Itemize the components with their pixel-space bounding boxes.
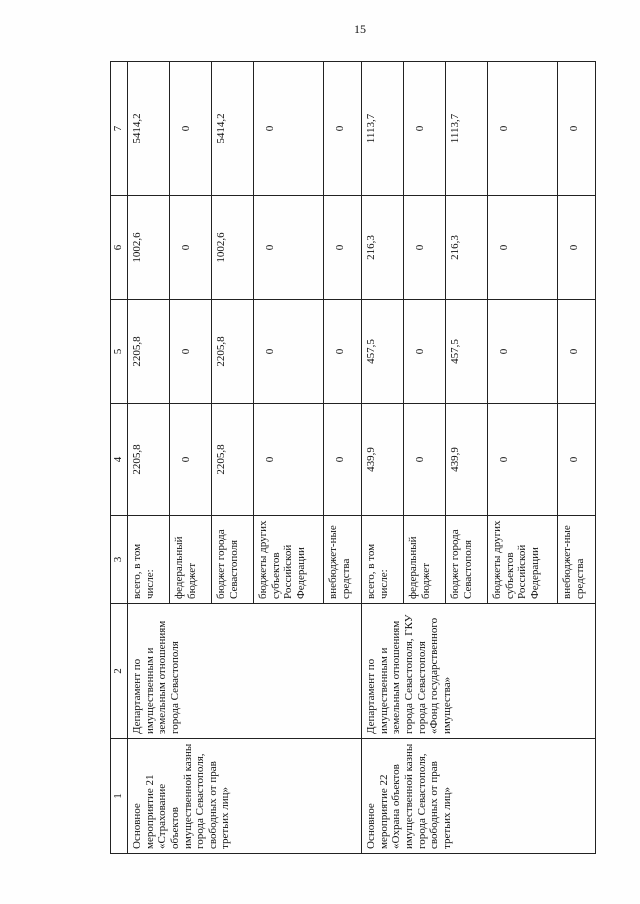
funding-source: бюджеты других субъектов Российской Федерации bbox=[254, 516, 324, 604]
table-row bbox=[128, 62, 170, 854]
funding-table bbox=[110, 61, 596, 854]
value-cell: 0 bbox=[324, 404, 362, 516]
value-cell: 0 bbox=[254, 62, 324, 196]
value-cell: 0 bbox=[324, 62, 362, 196]
value-cell: 0 bbox=[170, 404, 212, 516]
value-cell: 0 bbox=[254, 300, 324, 404]
value-cell: 2205,8 bbox=[212, 404, 254, 516]
value-cell: 0 bbox=[558, 196, 596, 300]
table-region bbox=[110, 62, 586, 854]
funding-source: всего, в том числе: bbox=[128, 516, 170, 604]
value-cell: 0 bbox=[170, 196, 212, 300]
funding-source: внебюджет-ные средства bbox=[558, 516, 596, 604]
page-number: 15 bbox=[354, 22, 366, 36]
header-cell-2: 2 bbox=[111, 604, 128, 739]
header-cell-6: 6 bbox=[111, 196, 128, 300]
header-cell-3: 3 bbox=[111, 516, 128, 604]
header-row bbox=[111, 62, 128, 854]
funding-source: бюджет города Севастополя bbox=[446, 516, 488, 604]
value-cell: 0 bbox=[324, 300, 362, 404]
activity-executor: Департамент по имущественным и земельным отношениям города Севастополя bbox=[128, 604, 362, 739]
value-cell: 0 bbox=[170, 300, 212, 404]
funding-source: бюджет города Севастополя bbox=[212, 516, 254, 604]
funding-source: всего, в том числе: bbox=[362, 516, 404, 604]
value-cell: 0 bbox=[170, 62, 212, 196]
value-cell: 0 bbox=[254, 196, 324, 300]
value-cell: 216,3 bbox=[362, 196, 404, 300]
value-cell: 1002,6 bbox=[212, 196, 254, 300]
value-cell: 439,9 bbox=[446, 404, 488, 516]
value-cell: 1113,7 bbox=[362, 62, 404, 196]
header-cell-1: 1 bbox=[111, 739, 128, 854]
value-cell: 0 bbox=[488, 404, 558, 516]
funding-source: бюджеты других субъектов Российской Федерации bbox=[488, 516, 558, 604]
rotated-table-container bbox=[110, 62, 586, 854]
funding-source: федеральный бюджет bbox=[404, 516, 446, 604]
value-cell: 5414,2 bbox=[212, 62, 254, 196]
value-cell: 0 bbox=[404, 62, 446, 196]
funding-source: федеральный бюджет bbox=[170, 516, 212, 604]
value-cell: 0 bbox=[488, 62, 558, 196]
value-cell: 0 bbox=[488, 196, 558, 300]
activity-executor: Департамент по имущественным и земельным отношениям города Севастополя, ГКУ города Севастополя «Фонд государственного имущества» bbox=[362, 604, 596, 739]
header-cell-4: 4 bbox=[111, 404, 128, 516]
activity-name: Основное мероприятие 21 «Страхование объектов имущественной казны города Севастополя, свободных от прав третьих лиц» bbox=[128, 739, 362, 854]
value-cell: 0 bbox=[404, 300, 446, 404]
value-cell: 457,5 bbox=[446, 300, 488, 404]
activity-name: Основное мероприятие 22 «Охрана объектов имущественной казны города Севастополя, свободных от прав третьих лиц» bbox=[362, 739, 596, 854]
value-cell: 439,9 bbox=[362, 404, 404, 516]
value-cell: 2205,8 bbox=[128, 300, 170, 404]
value-cell: 0 bbox=[324, 196, 362, 300]
value-cell: 0 bbox=[558, 62, 596, 196]
value-cell: 1002,6 bbox=[128, 196, 170, 300]
value-cell: 457,5 bbox=[362, 300, 404, 404]
value-cell: 2205,8 bbox=[212, 300, 254, 404]
value-cell: 2205,8 bbox=[128, 404, 170, 516]
value-cell: 5414,2 bbox=[128, 62, 170, 196]
value-cell: 0 bbox=[488, 300, 558, 404]
value-cell: 0 bbox=[558, 404, 596, 516]
header-cell-7: 7 bbox=[111, 62, 128, 196]
value-cell: 0 bbox=[254, 404, 324, 516]
value-cell: 0 bbox=[404, 404, 446, 516]
table-row bbox=[362, 62, 404, 854]
header-cell-5: 5 bbox=[111, 300, 128, 404]
funding-source: внебюджет-ные средства bbox=[324, 516, 362, 604]
value-cell: 0 bbox=[558, 300, 596, 404]
value-cell: 216,3 bbox=[446, 196, 488, 300]
value-cell: 1113,7 bbox=[446, 62, 488, 196]
value-cell: 0 bbox=[404, 196, 446, 300]
